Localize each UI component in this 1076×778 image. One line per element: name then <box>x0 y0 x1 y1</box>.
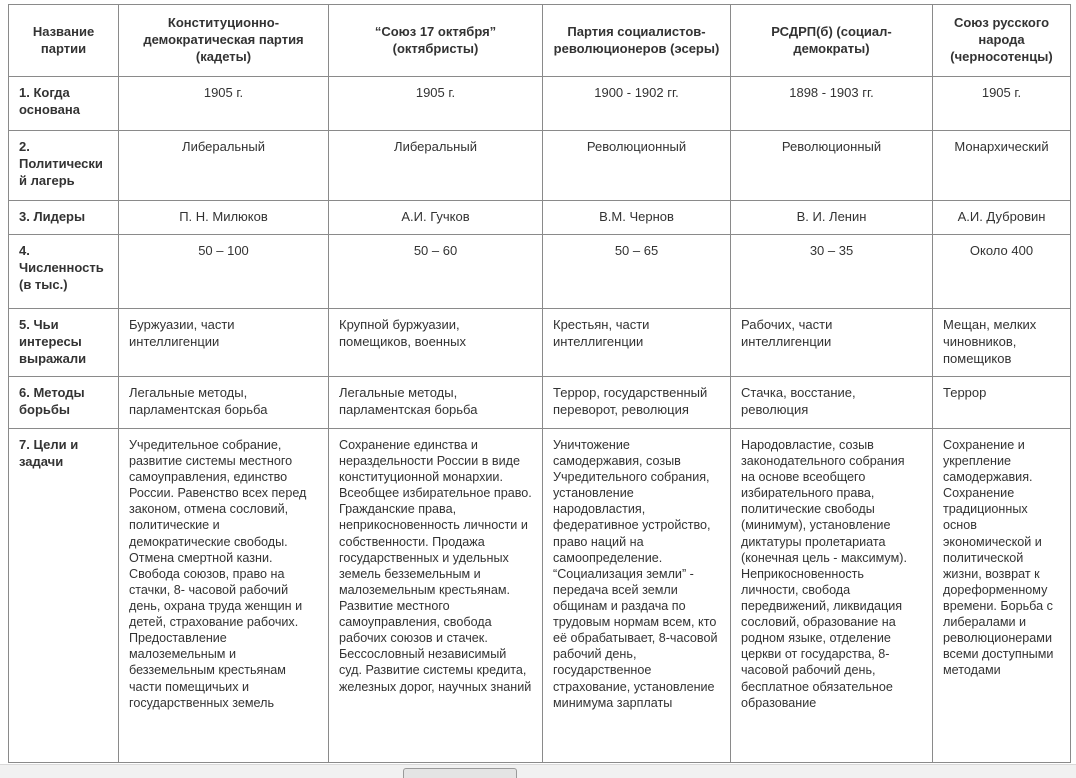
table-cell: 1905 г. <box>119 77 329 131</box>
table-cell: Около 400 <box>933 234 1071 308</box>
table-cell: Рабочих, части интеллигенции <box>731 308 933 376</box>
header-row <box>9 5 1071 77</box>
table-cell: Уничтожение самодержавия, созыв Учредительного собрания, установление народовластия, федеративное устройство, право наций на самоопределение. “Социализация земли” - передача всей земли общинам и раздача по трудовым нормам всем, кто её обрабатывает, 8-часовой рабочий день, государственное страхование, установление минимума зарплаты <box>543 428 731 762</box>
table-cell: 1900 - 1902 гг. <box>543 77 731 131</box>
table-row-goals <box>9 428 1071 762</box>
table-cell: Крупной буржуазии, помещиков, военных <box>329 308 543 376</box>
table-cell: Мещан, мелких чиновников, помещиков <box>933 308 1071 376</box>
table-cell: Легальные методы, парламентская борьба <box>119 376 329 428</box>
table-cell: 30 – 35 <box>731 234 933 308</box>
column-header-rsdrp: РСДРП(б) (социал-демократы) <box>731 5 933 77</box>
table-cell: Народовластие, созыв законодательного собрания на основе всеобщего избирательного права, политические свободы (минимум), установление диктатуры пролетариата (конечная цель - максимум). Неприкосновенность личности, свобода передвижений, ликвидация сословий, образование на родном языке, отделение церкви от государства, 8-часовой рабочий день, бесплатное обязательное образование <box>731 428 933 762</box>
table-cell: П. Н. Милюков <box>119 201 329 235</box>
table-row-camp <box>9 131 1071 201</box>
page-footer <box>0 764 1076 778</box>
row-label: 7. Цели и задачи <box>9 428 119 762</box>
row-label: 2. Политический лагерь <box>9 131 119 201</box>
row-label: 5. Чьи интересы выражали <box>9 308 119 376</box>
column-header-esery: Партия социалистов-революционеров (эсеры) <box>543 5 731 77</box>
table-cell: Учредительное собрание, развитие системы местного самоуправления, единство России. Равенство всех перед законом, отмена сословий, политические и демократические свободы. Отмена смертной казни. Свобода союзов, право на стачки, 8- часовой рабочий день, охрана труда женщин и детей, страхование рабочих. Предоставление малоземельным и безземельным крестьянам части помещичьих и государственных земель <box>119 428 329 762</box>
table-cell: 50 – 100 <box>119 234 329 308</box>
table-cell: 50 – 65 <box>543 234 731 308</box>
table-cell: 50 – 60 <box>329 234 543 308</box>
table-cell: Террор, государственный переворот, революция <box>543 376 731 428</box>
table-cell: Сохранение и укрепление самодержавия. Сохранение традиционных основ экономической и политической жизни, возврат к дореформенному времени. Борьба с либералами и революционерами всеми доступными методами <box>933 428 1071 762</box>
table-cell: Буржуазии, части интеллигенции <box>119 308 329 376</box>
table-cell: 1905 г. <box>933 77 1071 131</box>
table-cell: Революционный <box>543 131 731 201</box>
table-cell: Либеральный <box>119 131 329 201</box>
column-header-kadety: Конституционно-демократическая партия (кадеты) <box>119 5 329 77</box>
table-cell: 1898 - 1903 гг. <box>731 77 933 131</box>
table-cell: Легальные методы, парламентская борьба <box>329 376 543 428</box>
table-cell: Террор <box>933 376 1071 428</box>
table-row-membership <box>9 234 1071 308</box>
column-header-oktyabristy: “Союз 17 октября” (октябристы) <box>329 5 543 77</box>
parties-table <box>8 4 1071 763</box>
row-label: 1. Когда основана <box>9 77 119 131</box>
table-cell: Монархический <box>933 131 1071 201</box>
table-row-founded <box>9 77 1071 131</box>
table-row-interests <box>9 308 1071 376</box>
table-cell: 1905 г. <box>329 77 543 131</box>
table-cell: Революционный <box>731 131 933 201</box>
table-cell: А.И. Гучков <box>329 201 543 235</box>
table-cell: Крестьян, части интеллигенции <box>543 308 731 376</box>
table-cell: А.И. Дубровин <box>933 201 1071 235</box>
table-cell: В.М. Чернов <box>543 201 731 235</box>
table-row-leaders <box>9 201 1071 235</box>
row-label: 6. Методы борьбы <box>9 376 119 428</box>
partial-button[interactable] <box>403 768 517 778</box>
row-label: 3. Лидеры <box>9 201 119 235</box>
table-cell: Стачка, восстание, революция <box>731 376 933 428</box>
table-cell: В. И. Ленин <box>731 201 933 235</box>
table-row-methods <box>9 376 1071 428</box>
corner-header: Название партии <box>9 5 119 77</box>
table-cell: Сохранение единства и нераздельности России в виде конституционной монархии. Всеобщее избирательное право. Гражданские права, неприкосновенность личности и собственности. Продажа государственных и удельных земель безземельным и малоземельным крестьянам. Развитие местного самоуправления, свобода рабочих союзов и стачек. Бессословный независимый суд. Развитие системы кредита, железных дорог, научных знаний <box>329 428 543 762</box>
column-header-chernosotentsy: Союз русского народа (черносотенцы) <box>933 5 1071 77</box>
row-label: 4. Численность (в тыс.) <box>9 234 119 308</box>
table-cell: Либеральный <box>329 131 543 201</box>
